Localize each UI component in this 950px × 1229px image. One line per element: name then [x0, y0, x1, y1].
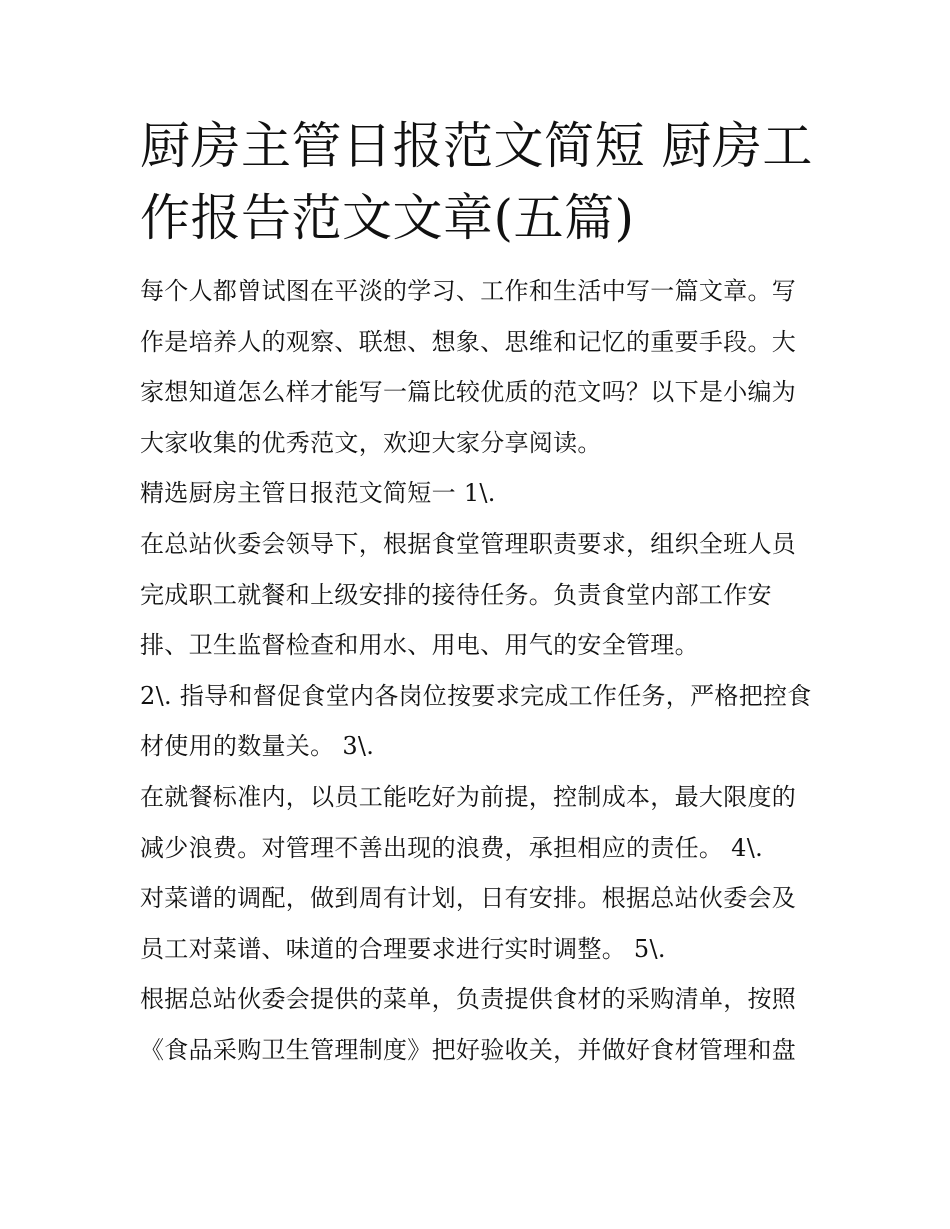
body-paragraph: 对菜谱的调配，做到周有计划，日有安排。根据总站伙委会及员工对菜谱、味道的合理要求进行实时调整。 5\.: [140, 884, 797, 963]
document-title: 厨房主管日报范文简短 厨房工作报告范文文章(五篇): [140, 117, 813, 247]
body-paragraph: 在总站伙委会领导下，根据食堂管理职责要求，组织全班人员完成职工就餐和上级安排的接待任务。负责食堂内部工作安排、卫生监督检查和用水、用电、用气的安全管理。: [140, 529, 797, 660]
body-paragraph: 根据总站伙委会提供的菜单，负责提供食材的采购清单，按照《食品采购卫生管理制度》把好验收关，并做好食材管理和盘: [140, 985, 797, 1064]
body-paragraph: 2\. 指导和督促食堂内各岗位按要求完成工作任务，严格把控食材使用的数量关。 3\.: [140, 681, 812, 761]
intro-paragraph: 每个人都曾试图在平淡的学习、工作和生活中写一篇文章。写作是培养人的观察、联想、想象、思维和记忆的重要手段。大家想知道怎么样才能写一篇比较优质的范文吗？以下是小编为大家收集的优秀范文，欢迎大家分享阅读。: [140, 277, 797, 457]
document-body: [140, 266, 820, 1076]
body-paragraph: 在就餐标准内，以员工能吃好为前提，控制成本，最大限度的减少浪费。对管理不善出现的浪费，承担相应的责任。 4\.: [140, 782, 797, 862]
document-page: [140, 110, 820, 1076]
section-heading: 精选厨房主管日报范文简短一 1\.: [140, 479, 496, 508]
